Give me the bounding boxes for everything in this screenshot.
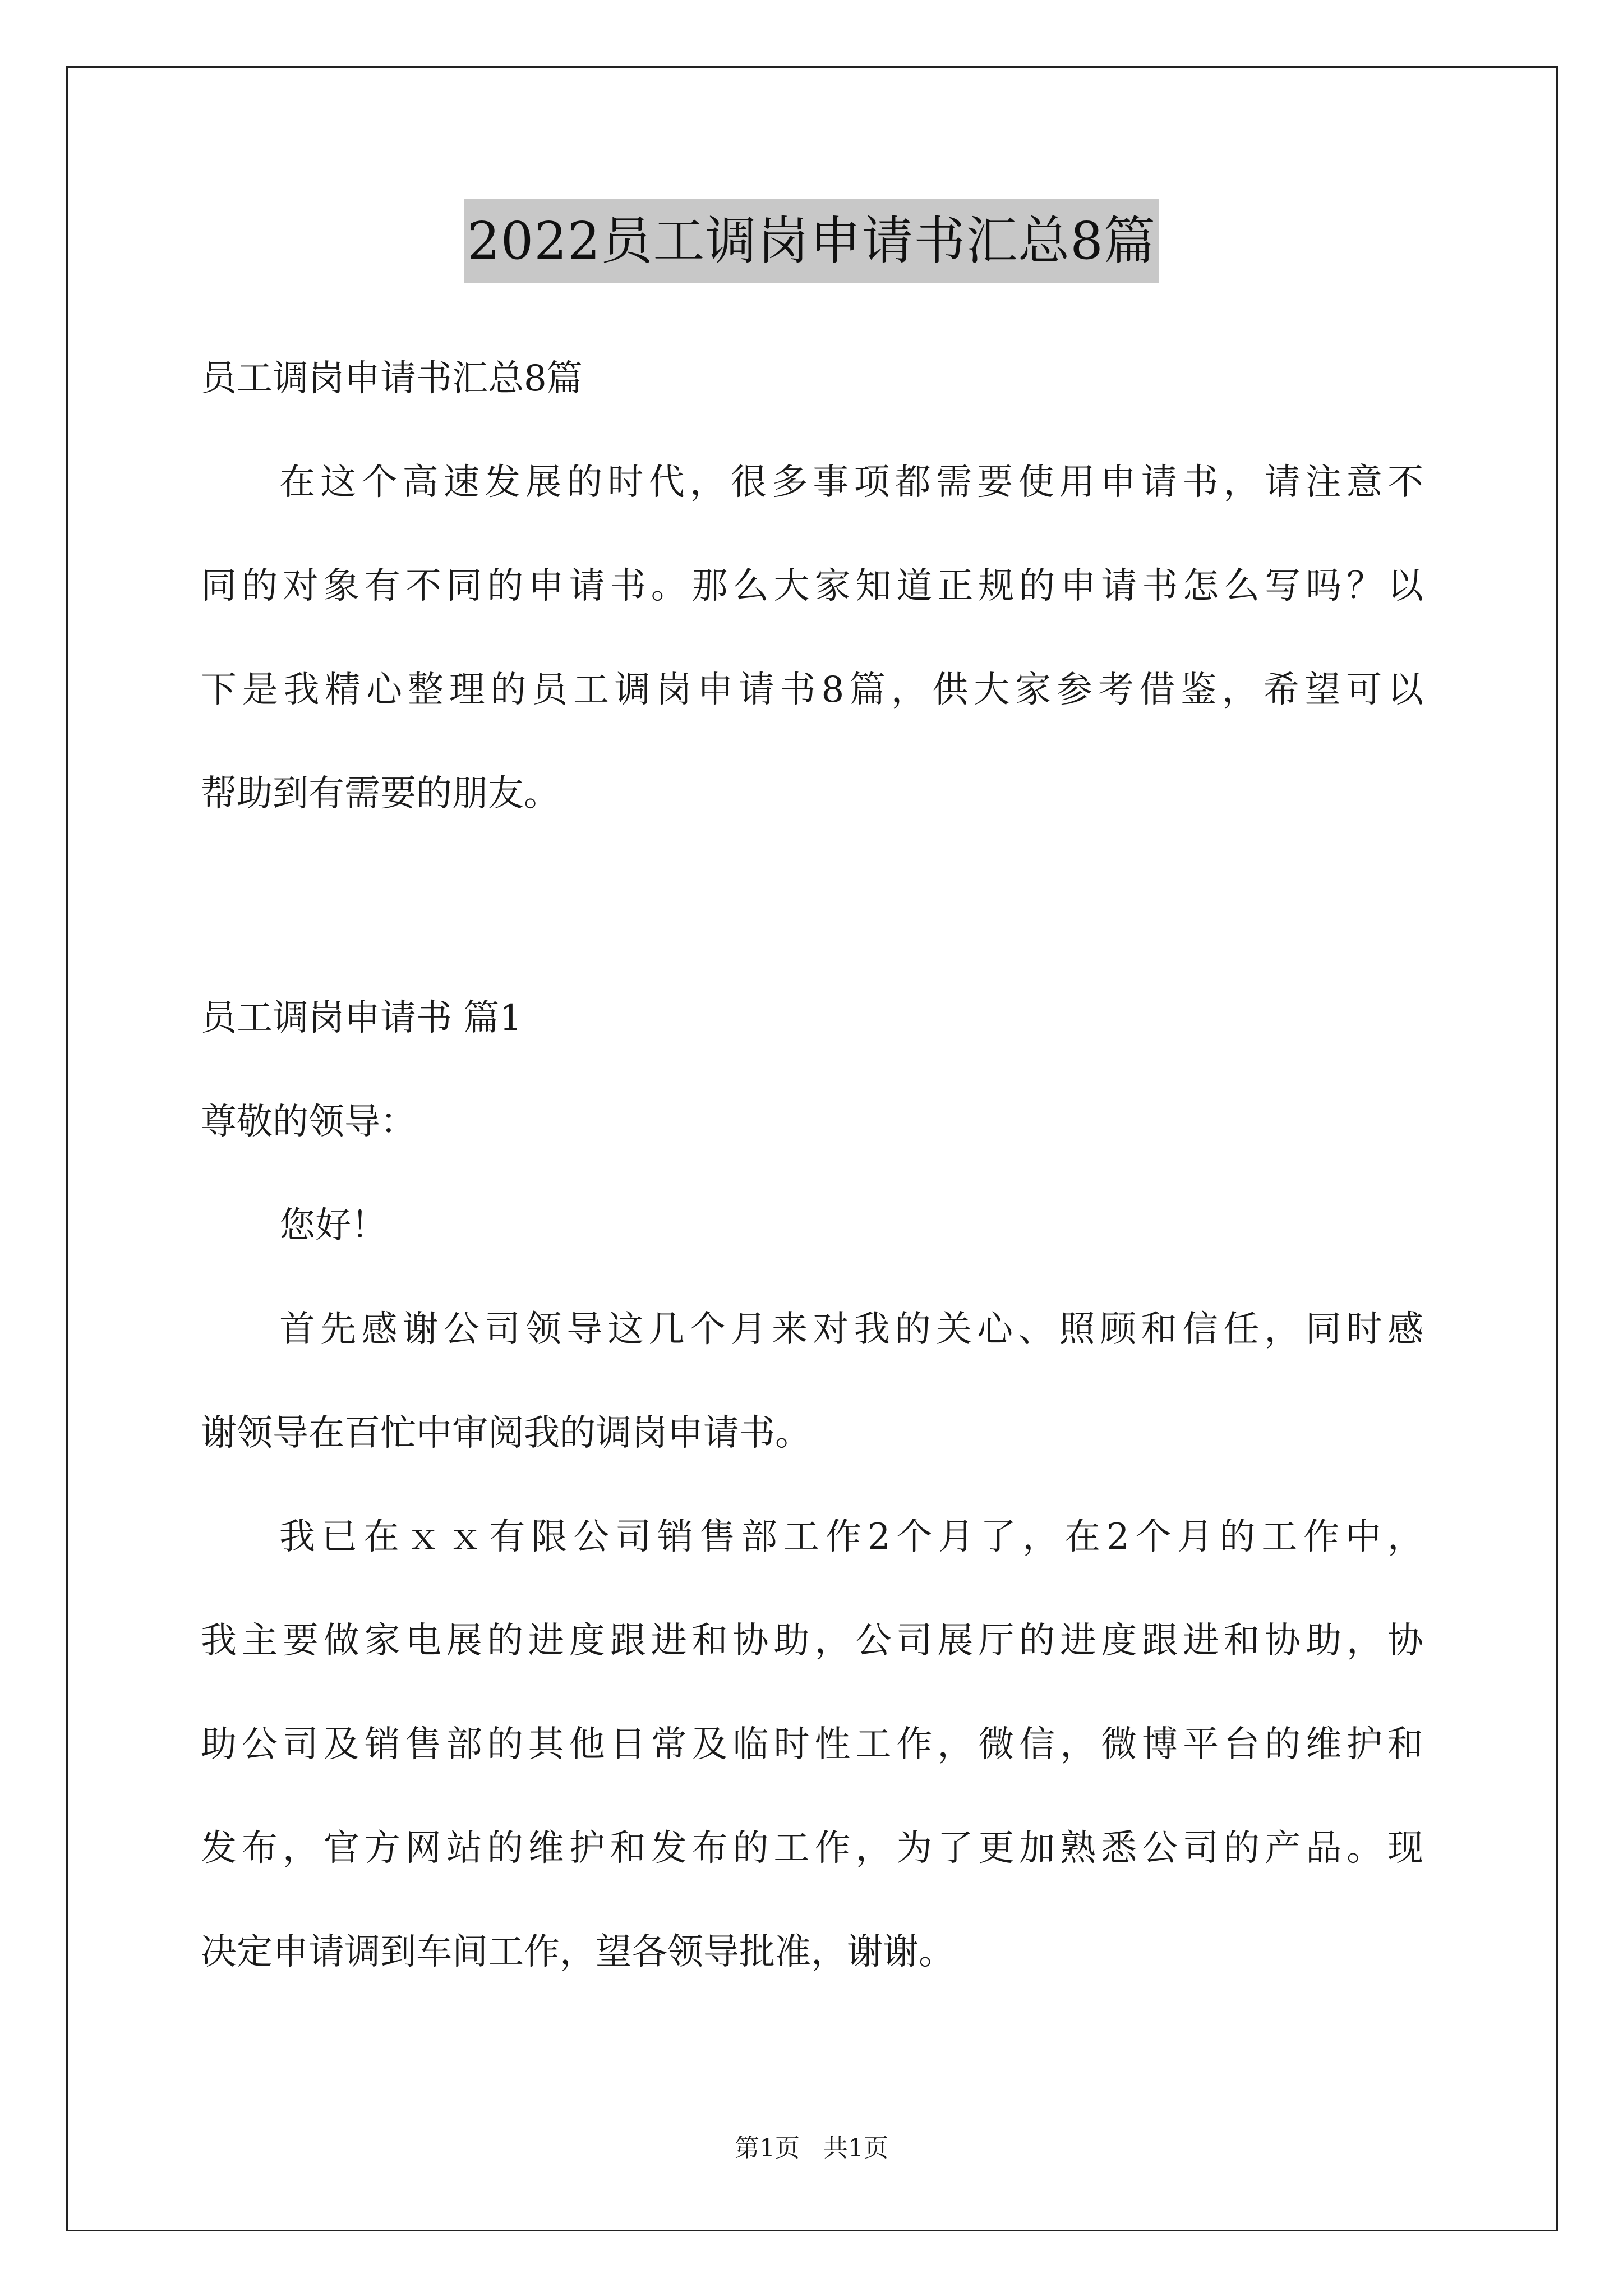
paragraph-line: 谢领导在百忙中审阅我的调岗申请书。	[201, 1412, 811, 1454]
greeting: 您好！	[279, 1205, 387, 1246]
paragraph-line: 决定申请调到车间工作，望各领导批准，谢谢。	[201, 1931, 955, 1973]
intro-line: 下是我精心整理的员工调岗申请书8篇，供大家参考借鉴，希望可以	[201, 669, 1423, 711]
paragraph-line: 首先感谢公司领导这几个月来对我的关心、照顾和信任，同时感	[279, 1309, 1423, 1350]
document-title: 2022员工调岗申请书汇总8篇	[464, 199, 1159, 283]
section-heading: 员工调岗申请书 篇1	[201, 997, 523, 1039]
page-number-footer: 第1页 共1页	[735, 2134, 888, 2162]
paragraph-line: 发布，官方网站的维护和发布的工作，为了更加熟悉公司的产品。现	[201, 1828, 1423, 1869]
title-block	[0, 199, 1623, 283]
paragraph-line: 我主要做家电展的进度跟进和协助，公司展厅的进度跟进和协助，协	[201, 1620, 1423, 1662]
document-subtitle: 员工调岗申请书汇总8篇	[201, 358, 583, 399]
paragraph-line: 我已在ｘｘ有限公司销售部工作2个月了，在2个月的工作中，	[279, 1516, 1423, 1558]
intro-line: 在这个高速发展的时代，很多事项都需要使用申请书，请注意不	[279, 462, 1423, 503]
intro-line: 同的对象有不同的申请书。那么大家知道正规的申请书怎么写吗？以	[201, 565, 1423, 607]
paragraph-line: 助公司及销售部的其他日常及临时性工作，微信，微博平台的维护和	[201, 1724, 1423, 1765]
salutation: 尊敬的领导：	[201, 1101, 416, 1143]
intro-line: 帮助到有需要的朋友。	[201, 773, 560, 815]
